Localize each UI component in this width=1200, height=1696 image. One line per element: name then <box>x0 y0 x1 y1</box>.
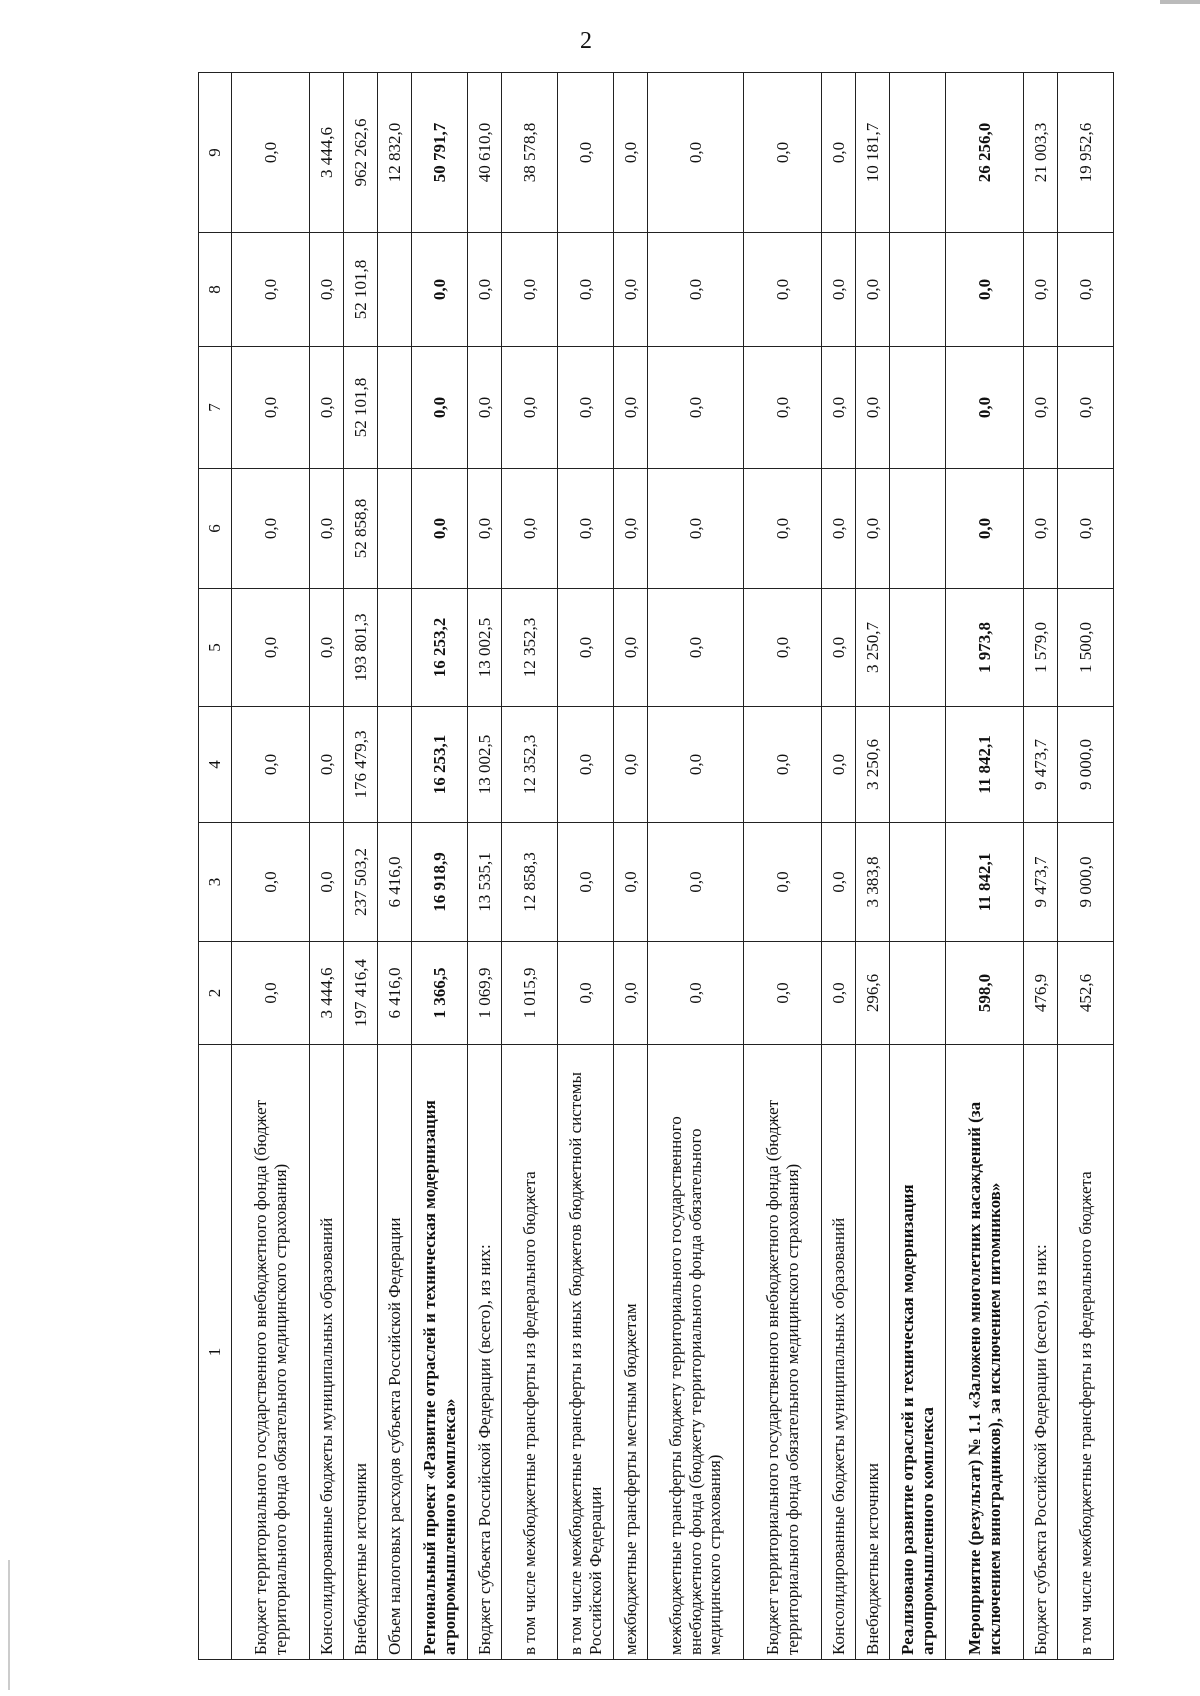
value-cell: 0,0 <box>614 589 648 707</box>
value-cell: 0,0 <box>1024 469 1058 589</box>
value-cell: 0,0 <box>744 73 822 233</box>
value-cell: 0,0 <box>614 707 648 823</box>
value-cell: 12 352,3 <box>502 707 558 823</box>
column-header: 1 <box>199 1045 232 1660</box>
value-cell: 0,0 <box>614 823 648 942</box>
value-cell: 0,0 <box>412 233 468 347</box>
value-cell: 0,0 <box>822 73 856 233</box>
value-cell: 21 003,3 <box>1024 73 1058 233</box>
table-row <box>1058 73 1114 1660</box>
value-cell: 0,0 <box>822 233 856 347</box>
value-cell: 9 000,0 <box>1058 707 1114 823</box>
value-cell: 0,0 <box>558 347 614 469</box>
value-cell: 197 416,4 <box>344 942 378 1045</box>
value-cell: 50 791,7 <box>412 73 468 233</box>
value-cell: 452,6 <box>1058 942 1114 1045</box>
row-label-cell: в том числе межбюджетные трансферты из федерального бюджета <box>502 1045 558 1660</box>
value-cell: 0,0 <box>744 942 822 1045</box>
value-cell: 0,0 <box>1024 347 1058 469</box>
value-cell: 40 610,0 <box>468 73 502 233</box>
value-cell: 0,0 <box>310 347 344 469</box>
table-body <box>232 73 1114 1660</box>
value-cell <box>890 942 946 1045</box>
value-cell: 0,0 <box>614 469 648 589</box>
table-row <box>648 73 744 1660</box>
value-cell: 12 352,3 <box>502 589 558 707</box>
value-cell <box>890 73 946 233</box>
value-cell: 0,0 <box>468 469 502 589</box>
value-cell <box>890 469 946 589</box>
value-cell <box>890 347 946 469</box>
row-label-cell: Внебюджетные источники <box>344 1045 378 1660</box>
value-cell: 0,0 <box>1058 233 1114 347</box>
value-cell <box>378 233 412 347</box>
value-cell: 476,9 <box>1024 942 1058 1045</box>
value-cell: 0,0 <box>232 73 310 233</box>
value-cell: 9 473,7 <box>1024 823 1058 942</box>
value-cell: 9 473,7 <box>1024 707 1058 823</box>
value-cell: 52 101,8 <box>344 347 378 469</box>
value-cell: 52 101,8 <box>344 233 378 347</box>
value-cell: 13 002,5 <box>468 589 502 707</box>
value-cell: 0,0 <box>614 347 648 469</box>
value-cell: 0,0 <box>412 347 468 469</box>
row-label-cell: межбюджетные трансферты бюджету территориального государственного внебюджетного фонда (бюджету территориального фонда обязательного медицинского страхования) <box>648 1045 744 1660</box>
value-cell: 0,0 <box>946 469 1024 589</box>
value-cell: 26 256,0 <box>946 73 1024 233</box>
value-cell: 0,0 <box>648 233 744 347</box>
value-cell: 0,0 <box>310 469 344 589</box>
value-cell: 0,0 <box>558 233 614 347</box>
value-cell: 3 444,6 <box>310 73 344 233</box>
value-cell: 0,0 <box>310 823 344 942</box>
value-cell: 6 416,0 <box>378 942 412 1045</box>
value-cell: 296,6 <box>856 942 890 1045</box>
value-cell: 0,0 <box>468 233 502 347</box>
row-label-cell: Бюджет территориального государственного внебюджетного фонда (бюджет территориального фонда обязательного медицинского страхования) <box>744 1045 822 1660</box>
table-row <box>378 73 412 1660</box>
value-cell: 0,0 <box>648 589 744 707</box>
value-cell: 193 801,3 <box>344 589 378 707</box>
value-cell: 12 832,0 <box>378 73 412 233</box>
value-cell: 0,0 <box>614 942 648 1045</box>
value-cell <box>378 589 412 707</box>
table-row <box>822 73 856 1660</box>
value-cell: 0,0 <box>1058 469 1114 589</box>
value-cell: 0,0 <box>648 823 744 942</box>
value-cell: 0,0 <box>310 707 344 823</box>
value-cell: 16 918,9 <box>412 823 468 942</box>
value-cell: 0,0 <box>310 233 344 347</box>
value-cell: 0,0 <box>648 707 744 823</box>
value-cell: 1 069,9 <box>468 942 502 1045</box>
value-cell: 3 383,8 <box>856 823 890 942</box>
column-header: 9 <box>199 73 232 233</box>
table-row <box>856 73 890 1660</box>
value-cell: 19 952,6 <box>1058 73 1114 233</box>
value-cell <box>890 707 946 823</box>
value-cell <box>890 589 946 707</box>
value-cell: 0,0 <box>232 469 310 589</box>
value-cell: 0,0 <box>558 942 614 1045</box>
value-cell: 0,0 <box>648 469 744 589</box>
value-cell: 1 579,0 <box>1024 589 1058 707</box>
value-cell: 0,0 <box>744 589 822 707</box>
value-cell: 11 842,1 <box>946 707 1024 823</box>
row-label-cell: Бюджет субъекта Российской Федерации (всего), из них: <box>1024 1045 1058 1660</box>
row-label-cell: в том числе межбюджетные трансферты из федерального бюджета <box>1058 1045 1114 1660</box>
table-row <box>412 73 468 1660</box>
row-label-cell: межбюджетные трансферты местным бюджетам <box>614 1045 648 1660</box>
value-cell: 0,0 <box>744 347 822 469</box>
value-cell: 0,0 <box>232 823 310 942</box>
row-label-cell: Реализовано развитие отраслей и техническая модернизация агропромышленного комплекса <box>890 1045 946 1660</box>
value-cell: 0,0 <box>856 469 890 589</box>
value-cell: 0,0 <box>946 233 1024 347</box>
value-cell: 0,0 <box>558 469 614 589</box>
value-cell: 237 503,2 <box>344 823 378 942</box>
column-header: 7 <box>199 347 232 469</box>
row-label-cell: Внебюджетные источники <box>856 1045 890 1660</box>
value-cell: 0,0 <box>614 73 648 233</box>
table-row <box>946 73 1024 1660</box>
value-cell: 0,0 <box>744 469 822 589</box>
value-cell <box>890 233 946 347</box>
value-cell: 6 416,0 <box>378 823 412 942</box>
value-cell: 12 858,3 <box>502 823 558 942</box>
column-header: 3 <box>199 823 232 942</box>
row-label-cell: Бюджет субъекта Российской Федерации (всего), из них: <box>468 1045 502 1660</box>
scan-margin-mark <box>8 1560 10 1690</box>
rotated-table-container <box>198 0 1200 1660</box>
value-cell: 0,0 <box>232 347 310 469</box>
value-cell: 1 500,0 <box>1058 589 1114 707</box>
budget-table <box>198 72 1114 1660</box>
row-label-cell: в том числе межбюджетные трансферты из иных бюджетов бюджетной системы Российской Федерации <box>558 1045 614 1660</box>
value-cell: 0,0 <box>648 347 744 469</box>
value-cell: 176 479,3 <box>344 707 378 823</box>
table-row <box>744 73 822 1660</box>
value-cell: 0,0 <box>232 942 310 1045</box>
table-row <box>468 73 502 1660</box>
page-number: 2 <box>580 28 592 54</box>
value-cell: 1 015,9 <box>502 942 558 1045</box>
value-cell <box>378 469 412 589</box>
table-row <box>344 73 378 1660</box>
value-cell: 0,0 <box>310 589 344 707</box>
value-cell: 0,0 <box>822 589 856 707</box>
value-cell: 0,0 <box>946 347 1024 469</box>
row-label-cell: Региональный проект «Развитие отраслей и техническая модернизация агропромышленного комплекса» <box>412 1045 468 1660</box>
table-header-row <box>199 73 232 1660</box>
table-row <box>614 73 648 1660</box>
value-cell: 11 842,1 <box>946 823 1024 942</box>
table-row <box>502 73 558 1660</box>
value-cell: 13 002,5 <box>468 707 502 823</box>
value-cell: 0,0 <box>502 347 558 469</box>
value-cell: 0,0 <box>822 823 856 942</box>
value-cell: 0,0 <box>822 469 856 589</box>
value-cell: 38 578,8 <box>502 73 558 233</box>
value-cell: 16 253,2 <box>412 589 468 707</box>
value-cell: 0,0 <box>856 347 890 469</box>
value-cell <box>890 823 946 942</box>
value-cell: 0,0 <box>412 469 468 589</box>
value-cell: 0,0 <box>558 823 614 942</box>
row-label-cell: Объем налоговых расходов субъекта Российской Федерации <box>378 1045 412 1660</box>
value-cell: 52 858,8 <box>344 469 378 589</box>
column-header: 2 <box>199 942 232 1045</box>
value-cell: 0,0 <box>1024 233 1058 347</box>
value-cell: 962 262,6 <box>344 73 378 233</box>
table-row <box>890 73 946 1660</box>
column-header: 4 <box>199 707 232 823</box>
value-cell: 0,0 <box>468 347 502 469</box>
value-cell: 0,0 <box>502 233 558 347</box>
value-cell: 0,0 <box>1058 347 1114 469</box>
column-header: 8 <box>199 233 232 347</box>
value-cell <box>378 707 412 823</box>
value-cell: 0,0 <box>614 233 648 347</box>
value-cell: 0,0 <box>558 73 614 233</box>
value-cell: 0,0 <box>648 942 744 1045</box>
row-label-cell: Консолидированные бюджеты муниципальных образований <box>822 1045 856 1660</box>
value-cell: 0,0 <box>744 707 822 823</box>
table-row <box>558 73 614 1660</box>
value-cell: 0,0 <box>822 942 856 1045</box>
value-cell: 0,0 <box>822 347 856 469</box>
value-cell: 13 535,1 <box>468 823 502 942</box>
value-cell: 0,0 <box>744 233 822 347</box>
value-cell: 16 253,1 <box>412 707 468 823</box>
value-cell: 0,0 <box>822 707 856 823</box>
value-cell: 0,0 <box>232 707 310 823</box>
column-header: 6 <box>199 469 232 589</box>
value-cell: 10 181,7 <box>856 73 890 233</box>
value-cell: 3 250,7 <box>856 589 890 707</box>
value-cell: 0,0 <box>648 73 744 233</box>
value-cell: 598,0 <box>946 942 1024 1045</box>
value-cell <box>378 347 412 469</box>
value-cell: 0,0 <box>232 589 310 707</box>
value-cell: 1 366,5 <box>412 942 468 1045</box>
value-cell: 3 444,6 <box>310 942 344 1045</box>
value-cell: 1 973,8 <box>946 589 1024 707</box>
value-cell: 0,0 <box>558 707 614 823</box>
value-cell: 0,0 <box>558 589 614 707</box>
table-row <box>310 73 344 1660</box>
value-cell: 9 000,0 <box>1058 823 1114 942</box>
value-cell: 3 250,6 <box>856 707 890 823</box>
row-label-cell: Консолидированные бюджеты муниципальных образований <box>310 1045 344 1660</box>
row-label-cell: Бюджет территориального государственного внебюджетного фонда (бюджет территориального фонда обязательного медицинского страхования) <box>232 1045 310 1660</box>
table-row <box>1024 73 1058 1660</box>
column-header: 5 <box>199 589 232 707</box>
value-cell: 0,0 <box>232 233 310 347</box>
row-label-cell: Мероприятие (результат) № 1.1 «Заложено многолетних насаждений (за исключением виноградников), за исключением питомников» <box>946 1045 1024 1660</box>
value-cell: 0,0 <box>502 469 558 589</box>
value-cell: 0,0 <box>744 823 822 942</box>
table-row <box>232 73 310 1660</box>
value-cell: 0,0 <box>856 233 890 347</box>
